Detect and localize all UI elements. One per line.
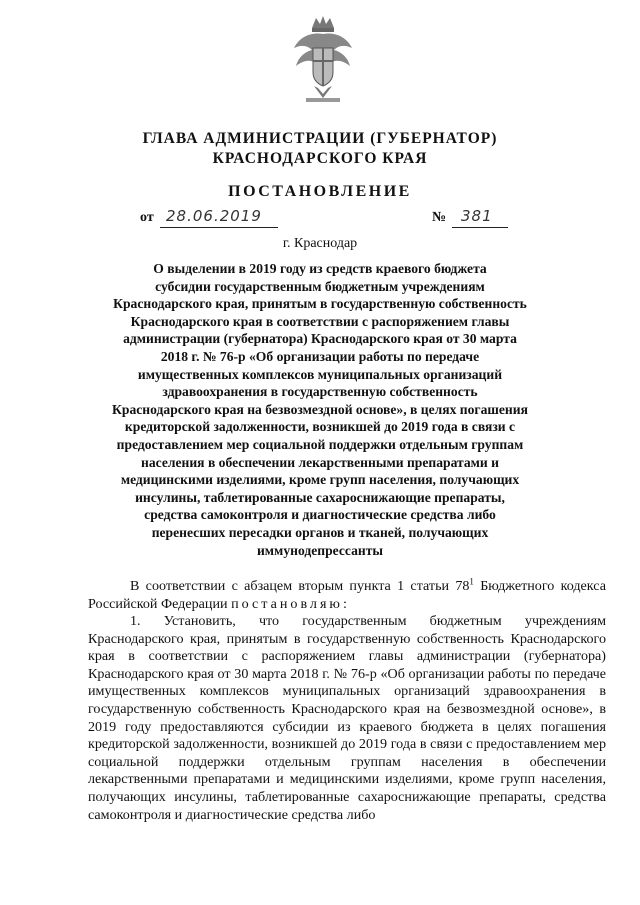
title-line: средства самоконтроля и диагностические средства либо bbox=[144, 507, 496, 523]
title-line: администрации (губернатора) Краснодарского края от 30 марта bbox=[123, 331, 517, 347]
date-prefix: от bbox=[140, 210, 154, 225]
authority-line-2: КРАСНОДАРСКОГО КРАЯ bbox=[212, 150, 428, 167]
title-line: медицинскими изделиями, кроме групп населения, получающих bbox=[120, 472, 520, 488]
title-line: О выделении в 2019 году из средств краевого бюджета bbox=[153, 261, 487, 276]
number-prefix: № bbox=[432, 210, 447, 225]
preamble-tail: Бюджетного кодекса Российской Федерации bbox=[88, 578, 606, 612]
document-number: 381 bbox=[461, 207, 493, 225]
paragraph-item-1: 1. Установить, что государственным бюджетным учреждениям Краснодарского края, принятым в государственную собственность Краснодарского края в соответствии с распоряжением главы администрации (губернатора) Краснодарского края от 30 марта 2018 г. № 76-р «Об организации работы по передаче имущественных комплексов муниципальных организаций здравоохранения в государственную собственность Краснодарского края на безвозмездной основе», в 2019 году предоставляются субсидии из краевого бюджета в целях погашения кредиторской задолженности, возникшей до 2019 года в связи с предоставлением мер социальной поддержки отдельным группам населения в обеспечении лекарственными препаратами и медицинскими изделиями, кроме групп населения, получающих инсулины, таблетированные сахароснижающие препараты, средства самоконтроля и диагностические средства либо bbox=[88, 613, 606, 823]
title-line: иммунодепрессанты bbox=[256, 542, 384, 558]
title-line: предоставлением мер социальной поддержки отдельным группам bbox=[116, 436, 524, 452]
title-line: 2018 г. № 76-р «Об организации работы по передаче bbox=[160, 348, 480, 364]
title-line: субсидии государственным бюджетным учреждениям bbox=[155, 278, 485, 294]
title-line: кредиторской задолженности, возникшей до 2019 года в связи с bbox=[124, 419, 516, 435]
document-title bbox=[100, 260, 540, 559]
number-underline bbox=[452, 227, 508, 228]
title-line: имущественных комплексов муниципальных организаций bbox=[137, 366, 503, 382]
preamble-text: В соответствии с абзацем вторым пункта 1 статьи 78 bbox=[130, 578, 470, 594]
article-superscript: 1 bbox=[469, 576, 474, 587]
title-line: перенесших пересадки органов и тканей, получающих bbox=[151, 524, 489, 540]
document-type: ПОСТАНОВЛЕНИЕ bbox=[228, 183, 412, 200]
date-underline bbox=[160, 227, 278, 228]
document-date: 28.06.2019 bbox=[166, 207, 262, 225]
title-line: Краснодарского края в соответствии с распоряжением главы bbox=[130, 313, 510, 329]
title-line: Краснодарского края на безвозмездной основе», в целях погашения bbox=[112, 401, 528, 417]
authority-line-1: ГЛАВА АДМИНИСТРАЦИИ (ГУБЕРНАТОР) bbox=[142, 130, 498, 147]
paragraph-preamble bbox=[88, 578, 606, 613]
resolve-word: постановляю: bbox=[231, 595, 350, 612]
city: г. Краснодар bbox=[282, 236, 358, 251]
title-line: инсулины, таблетированные сахароснижающие препараты, bbox=[135, 489, 505, 505]
coat-of-arms-emblem bbox=[292, 14, 354, 106]
title-line: населения в обеспечении лекарственными препаратами и bbox=[141, 454, 499, 470]
title-line: здравоохранения в государственную собственность bbox=[162, 384, 478, 400]
title-line: Краснодарского края, принятым в государственную собственность bbox=[113, 296, 527, 312]
